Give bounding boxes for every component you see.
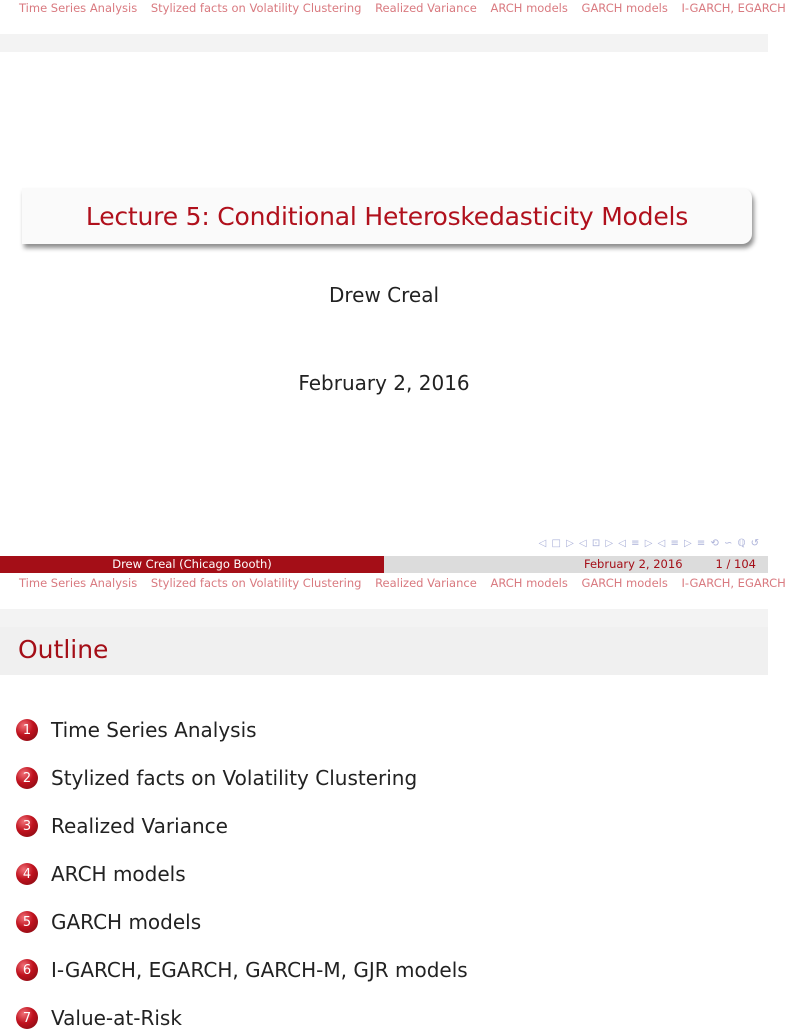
numbered-ball-icon: 5 [16,911,38,933]
section-navigation-top [0,0,786,20]
toc-item-value-at-risk[interactable] [16,1003,182,1033]
nav-link-garch[interactable]: GARCH models [581,1,668,15]
toc-item-label: Value-at-Risk [51,1006,182,1030]
title-box [22,188,752,244]
footer-right-panel [384,556,768,573]
toc-item-label: Stylized facts on Volatility Clustering [51,766,418,790]
toc-item-label: Time Series Analysis [51,718,257,742]
numbered-ball-icon: 2 [16,767,38,789]
nav-link-time-series[interactable]: Time Series Analysis [19,1,138,15]
toc-item-label: I-GARCH, EGARCH, GARCH-M, GJR models [51,958,468,982]
numbered-ball-icon: 3 [16,815,38,837]
nav-link-garch[interactable]: GARCH models [581,576,668,590]
slide-title: Lecture 5: Conditional Heteroskedasticity Models [85,201,689,231]
toc-item-label: Realized Variance [51,814,228,838]
numbered-ball-icon: 6 [16,959,38,981]
beamer-navigation-symbols[interactable]: ◁ □ ▷ ◁ ⊡ ▷ ◁ ≡ ▷ ◁ ≡ ▷ ≡ ⟲ ∽ ℚ ↺ [538,538,760,549]
slide-footer [0,556,768,573]
footer-page-number: 1 / 104 [715,557,756,571]
toc-item-label: GARCH models [51,910,202,934]
nav-link-stylized-facts[interactable]: Stylized facts on Volatility Clustering [150,576,362,590]
header-band-2 [0,609,768,627]
toc-item-stylized-facts[interactable] [16,763,417,793]
numbered-ball-icon: 4 [16,863,38,885]
toc-item-label: ARCH models [51,862,186,886]
outline-title: Outline [18,635,109,664]
toc-item-time-series[interactable] [16,715,257,745]
toc-item-arch[interactable] [16,859,186,889]
toc-item-realized-variance[interactable] [16,811,228,841]
numbered-ball-icon: 1 [16,719,38,741]
nav-link-igarch[interactable]: I-GARCH, EGARCH [681,1,786,15]
footer-author: Drew Creal (Chicago Booth) [0,556,384,573]
frame-title-bar [0,627,768,675]
section-navigation-top-2 [0,575,786,595]
nav-link-igarch[interactable]: I-GARCH, EGARCH [681,576,786,590]
toc-item-garch[interactable] [16,907,201,937]
author-name: Drew Creal [328,283,440,307]
presentation-date: February 2, 2016 [298,371,470,395]
header-band [0,34,768,52]
nav-link-realized-variance[interactable]: Realized Variance [375,1,477,15]
nav-link-time-series[interactable]: Time Series Analysis [19,576,138,590]
nav-link-stylized-facts[interactable]: Stylized facts on Volatility Clustering [150,1,362,15]
toc-item-igarch-egarch[interactable] [16,955,468,985]
nav-link-arch[interactable]: ARCH models [490,1,568,15]
numbered-ball-icon: 7 [16,1007,38,1029]
footer-date: February 2, 2016 [584,557,683,571]
nav-link-realized-variance[interactable]: Realized Variance [375,576,477,590]
nav-link-arch[interactable]: ARCH models [490,576,568,590]
